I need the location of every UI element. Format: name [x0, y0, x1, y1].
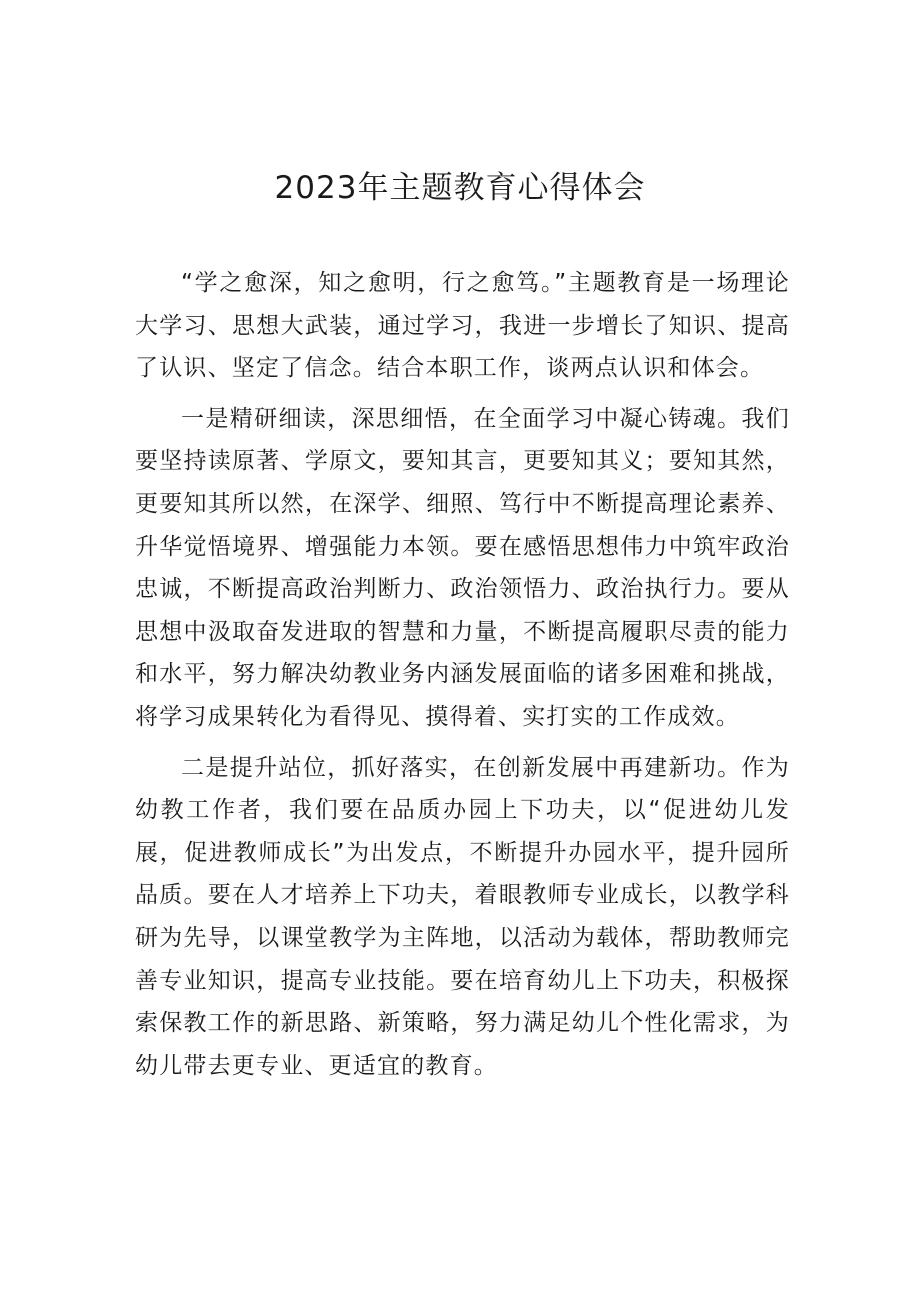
paragraph-point-one: 一是精研细读，深思细悟，在全面学习中凝心铸魂。我们要坚持读原著、学原文，要知其言，更要知其义；要知其然，更要知其所以然，在深学、细照、笃行中不断提高理论素养、升华觉悟境界、增强能力本领。要在感悟思想伟力中筑牢政治忠诚，不断提高政治判断力、政治领悟力、政治执行力。要从思想中汲取奋发进取的智慧和力量，不断提高履职尽责的能力和水平，努力解决幼教业务内涵发展面临的诸多困难和挑战，将学习成果转化为看得见、摸得着、实打实的工作成效。: [135, 405, 790, 730]
document-body: [135, 262, 790, 1095]
document-title: 2023年主题教育心得体会: [274, 170, 646, 206]
paragraph-intro: “学之愈深，知之愈明，行之愈笃。”主题教育是一场理论大学习、思想大武装，通过学习，我进一步增长了知识、提高了认识、坚定了信念。结合本职工作，谈两点认识和体会。: [135, 270, 790, 382]
paragraph-point-two: 二是提升站位，抓好落实，在创新发展中再建新功。作为幼教工作者，我们要在品质办园上下功夫，以“促进幼儿发展，促进教师成长”为出发点，不断提升办园水平，提升园所品质。要在人才培养上下功夫，着眼教师专业成长，以教学科研为先导，以课堂教学为主阵地，以活动为载体，帮助教师完善专业知识，提高专业技能。要在培育幼儿上下功夫，积极探索保教工作的新思路、新策略，努力满足幼儿个性化需求，为幼儿带去更专业、更适宜的教育。: [135, 754, 790, 1079]
